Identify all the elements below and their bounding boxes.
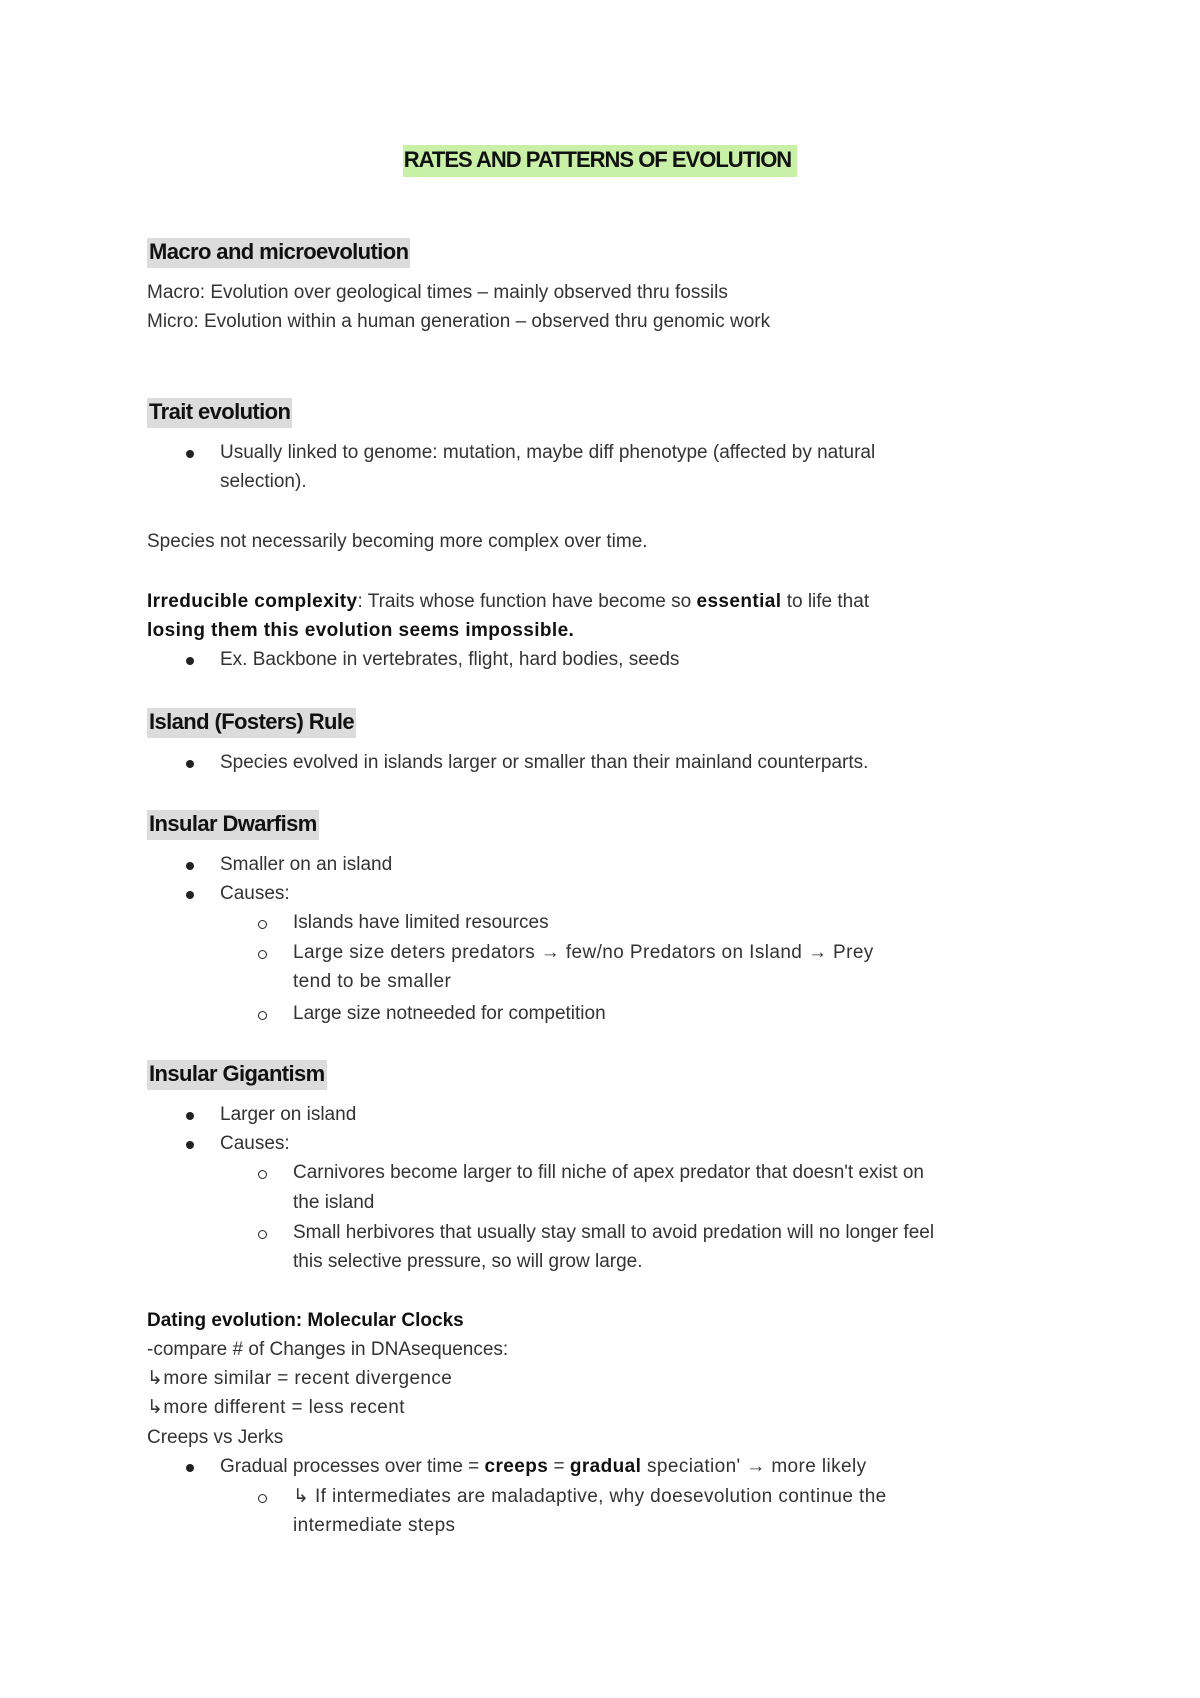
creeps-bullet [220,1452,867,1481]
title-wrapper [0,145,1200,177]
island-bullet: Species evolved in islands larger or smaller than their mainland counterparts. [220,752,869,773]
dating-line-3: ↳more different = less recent [147,1397,405,1418]
heading-dating-evolution: Dating evolution: Molecular Clocks [147,1310,464,1331]
heading-insular-gigantism: Insular Gigantism [147,1060,327,1090]
gigantism-sub-2-line2: this selective pressure, so will grow large. [293,1251,643,1272]
bullet-dot [186,1464,194,1472]
bullet-dot [186,450,194,458]
macro-line: Macro: Evolution over geological times – mainly observed thru fossils [147,282,728,303]
heading-insular-dwarfism: Insular Dwarfism [147,810,319,840]
gigantism-bullet-2: Causes: [220,1133,290,1154]
gigantism-sub-1-line2: the island [293,1192,375,1213]
dwarfism-sub-2-line1: Large size deters predators → few/no Predators on Island → Prey [293,942,874,963]
gradual-term: gradual [569,1456,642,1477]
irreducible-example: Ex. Backbone in vertebrates, flight, hard bodies, seeds [220,649,680,670]
dwarfism-sub-2-line2: tend to be smaller [293,971,452,992]
creeps-bullet-post: speciation' → more likely [641,1456,867,1477]
bullet-dot [186,1112,194,1120]
dwarfism-bullet-2: Causes: [220,883,290,904]
heading-macro-micro: Macro and microevolution [147,238,410,268]
irreducible-text-1: : Traits whose function have become so [357,591,697,612]
creeps-sub-line1: ↳ If intermediates are maladaptive, why doesevolution continue the [293,1486,887,1507]
creeps-bullet-pre: Gradual processes over time = [220,1456,485,1477]
irreducible-text-2: to life that [781,591,870,612]
sub-bullet-ring [258,920,267,929]
irreducible-complexity-line1 [147,587,869,616]
essential-term: essential [696,591,782,612]
micro-line: Micro: Evolution within a human generation – observed thru genomic work [147,311,771,332]
bullet-dot [186,657,194,665]
dwarfism-bullet-1: Smaller on an island [220,854,393,875]
irreducible-complexity-term: Irreducible complexity [147,591,358,612]
dwarfism-sub-3: Large size notneeded for competition [293,1003,606,1024]
sub-bullet-ring [258,1170,267,1179]
species-line: Species not necessarily becoming more complex over time. [147,531,648,552]
gigantism-sub-1-line1: Carnivores become larger to fill niche of apex predator that doesn't exist on [293,1162,924,1183]
gigantism-sub-2-line1: Small herbivores that usually stay small to avoid predation will no longer feel [293,1222,935,1243]
dating-line-2: ↳more similar = recent divergence [147,1368,453,1389]
document-title: RATES AND PATTERNS OF EVOLUTION [403,145,797,177]
dating-line-4: Creeps vs Jerks [147,1427,284,1448]
heading-trait-evolution: Trait evolution [147,398,292,428]
sub-bullet-ring [258,1011,267,1020]
irreducible-complexity-line2: losing them this evolution seems impossible. [147,620,575,641]
creeps-bullet-eq: = [548,1456,570,1477]
sub-bullet-ring [258,1230,267,1239]
sub-bullet-ring [258,950,267,959]
bullet-dot [186,1141,194,1149]
creeps-term: creeps [484,1456,549,1477]
trait-bullet-line2: selection). [220,471,307,492]
creeps-sub-line2: intermediate steps [293,1515,456,1536]
trait-bullet-line1: Usually linked to genome: mutation, maybe diff phenotype (affected by natural [220,442,876,463]
heading-island-rule: Island (Fosters) Rule [147,708,356,738]
bullet-dot [186,760,194,768]
gigantism-bullet-1: Larger on island [220,1104,357,1125]
bullet-dot [186,862,194,870]
bullet-dot [186,891,194,899]
dwarfism-sub-1: Islands have limited resources [293,912,549,933]
sub-bullet-ring [258,1494,267,1503]
dating-line-1: -compare # of Changes in DNAsequences: [147,1339,509,1360]
